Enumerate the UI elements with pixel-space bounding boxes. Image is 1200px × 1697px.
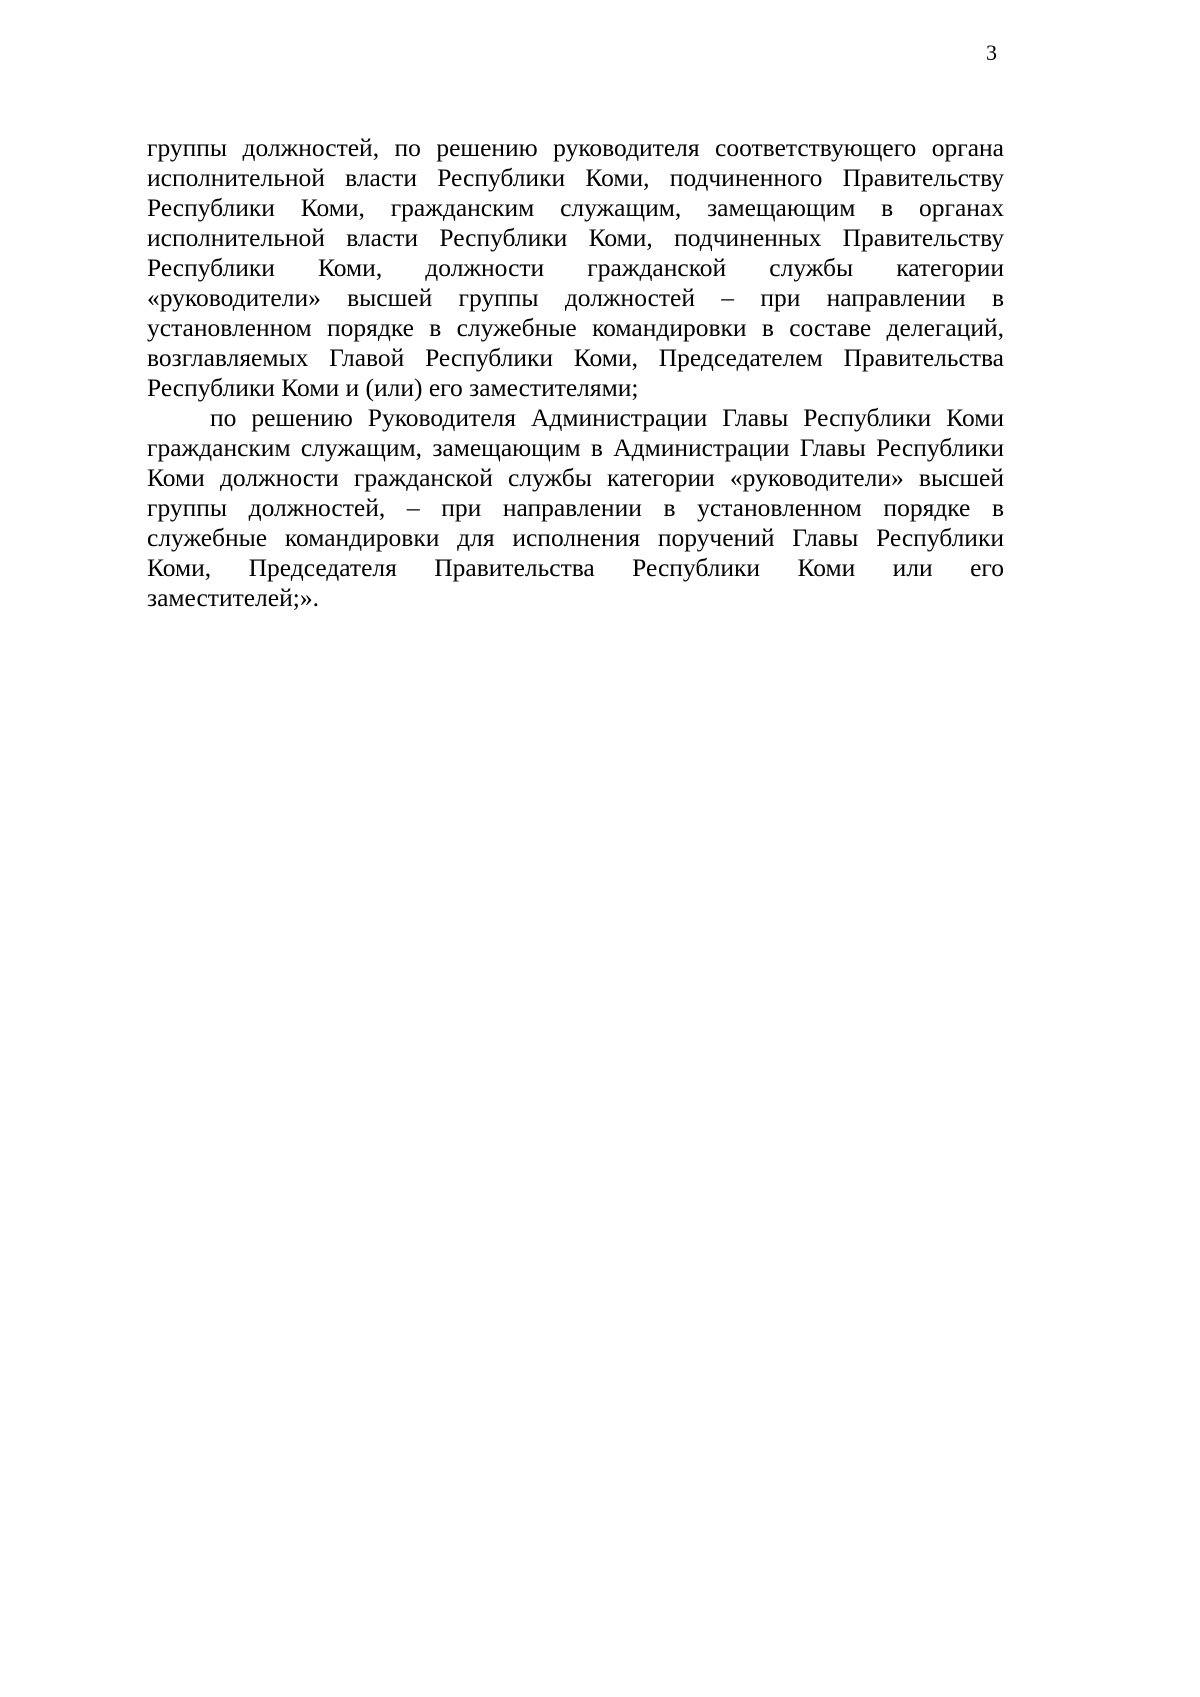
text-line: заместителей;». — [147, 583, 319, 612]
text-line: исполнительной власти Республики Коми, подчиненного Правительству — [147, 163, 1004, 192]
text-line: Коми, Председателя Правительства Республики Коми или его — [147, 553, 1004, 582]
paragraph — [147, 133, 1004, 403]
text-line: группы должностей, по решению руководителя соответствующего органа — [147, 133, 1004, 162]
text-line: Коми должности гражданской службы категории «руководители» высшей — [147, 463, 1004, 492]
text-line: Республики Коми и (или) его заместителями; — [147, 373, 639, 402]
text-line: по решению Руководителя Администрации Главы Республики Коми — [210, 403, 1004, 432]
text-line: возглавляемых Главой Республики Коми, Председателем Правительства — [147, 343, 1004, 372]
text-line: «руководители» высшей группы должностей – при направлении в — [147, 283, 1004, 312]
text-line: служебные командировки для исполнения поручений Главы Республики — [147, 523, 1004, 552]
document-body — [147, 133, 1004, 613]
text-line: группы должностей, – при направлении в установленном порядке в — [147, 493, 1004, 522]
page-number: 3 — [986, 40, 997, 65]
text-line: исполнительной власти Республики Коми, подчиненных Правительству — [147, 223, 1004, 252]
paragraph — [147, 403, 1004, 613]
text-line: установленном порядке в служебные командировки в составе делегаций, — [147, 313, 1004, 342]
text-line: гражданским служащим, замещающим в Администрации Главы Республики — [147, 433, 1004, 462]
text-line: Республики Коми, гражданским служащим, замещающим в органах — [147, 193, 1004, 222]
text-line: Республики Коми, должности гражданской службы категории — [147, 253, 1004, 282]
